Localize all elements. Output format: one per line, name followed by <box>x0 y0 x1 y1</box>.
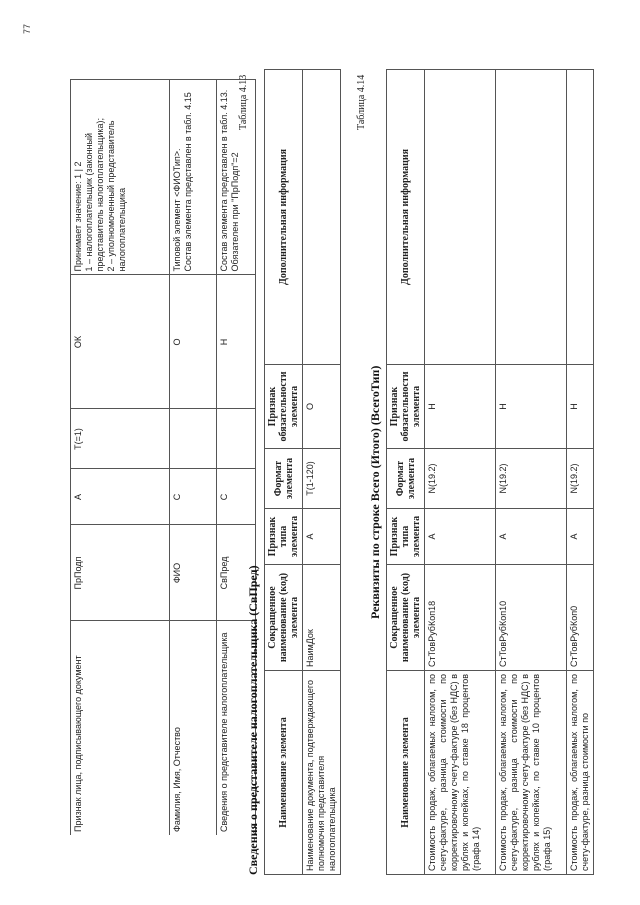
cell-type: А <box>567 509 594 565</box>
header-code: Сокращенное наименование (код) элемента <box>265 565 303 671</box>
cell-info <box>425 70 496 365</box>
cell-format: N(19.2) <box>567 449 594 509</box>
cell-format: N(19.2) <box>425 449 496 509</box>
cell-required: О <box>303 365 341 449</box>
cell-name: Наименование документа, подтверждающего полномочия представителя налогоплательщика <box>303 671 341 875</box>
table-4-14-label: Таблица 4.14 <box>356 74 367 130</box>
cell-info <box>567 70 594 365</box>
cell-format: Т(=1) <box>71 409 170 469</box>
cell-name: Признак лица, подписывающего документ <box>71 621 170 835</box>
cell-name: Стоимость продаж, облагаемых налогом, по счету-фактуре, разница стоимости по корректировочному счету-фактуре (без НДС) в рублях и копейках, по ставке 18 процентов (графа 14) <box>425 671 496 875</box>
header-name: Наименование элемента <box>387 671 425 875</box>
table-row <box>567 70 594 875</box>
cell-format: N(19.2) <box>496 449 567 509</box>
cell-info: Принимает значение: 1 | 2 1 – налогоплательщик (законный представитель налогоплательщика); 2 – уполномоченный представитель налогоплательщика <box>71 80 170 275</box>
cell-info: Типовой элемент <ФИОТип>. Состав элемента представлен в табл. 4.15 <box>170 80 217 275</box>
cell-code: ФИО <box>170 525 217 621</box>
cell-code: СтТовРубКоп0 <box>567 565 594 671</box>
cell-required: Н <box>425 365 496 449</box>
page-number: 77 <box>22 24 32 35</box>
cell-format: Т(1-120) <box>303 449 341 509</box>
cell-type: А <box>496 509 567 565</box>
cell-code: СтТовРубКоп10 <box>496 565 567 671</box>
header-required: Признак обязательности элемента <box>265 365 303 449</box>
cell-info <box>496 70 567 365</box>
cell-code: СвПред <box>217 525 256 621</box>
header-required: Признак обязательности элемента <box>387 365 425 449</box>
header-code: Сокращенное наименование (код) элемента <box>387 565 425 671</box>
cell-code: СтТовРубКоп18 <box>425 565 496 671</box>
header-format: Формат элемента <box>265 449 303 509</box>
cell-code: ПрПодп <box>71 525 170 621</box>
cell-code: НаимДок <box>303 565 341 671</box>
table-row <box>496 70 567 875</box>
header-type: Признак типа элемента <box>265 509 303 565</box>
header-info: Дополнительная информация <box>265 70 303 365</box>
cell-format <box>170 409 217 469</box>
cell-type: С <box>217 469 256 525</box>
cell-name: Фамилия, Имя, Отчество <box>170 621 217 835</box>
table-row <box>425 70 496 875</box>
table-4-13-label: Таблица 4.13 <box>238 74 249 130</box>
cell-type: А <box>425 509 496 565</box>
table-4-14-header-row <box>387 70 425 875</box>
cell-type: А <box>303 509 341 565</box>
header-info: Дополнительная информация <box>387 70 425 365</box>
header-name: Наименование элемента <box>265 671 303 875</box>
table-4-14 <box>386 69 594 875</box>
table-row <box>71 80 170 835</box>
cell-info: Состав элемента представлен в табл. 4.13. Обязателен при "ПрПодп"=2 <box>217 80 256 275</box>
cell-required: Н <box>567 365 594 449</box>
table-4-13-body <box>303 70 341 875</box>
cell-name: Стоимость продаж, облагаемых налогом, по счету-фактуре, разница стоимости по <box>567 671 594 875</box>
cell-required: Н <box>496 365 567 449</box>
cell-type: А <box>71 469 170 525</box>
cell-name: Стоимость продаж, облагаемых налогом, по счету-фактуре, разница стоимости по корректировочному счету-фактуре (без НДС) в рублях и копейках, по ставке 10 процентов (графа 15) <box>496 671 567 875</box>
table-row <box>303 70 341 875</box>
header-type: Признак типа элемента <box>387 509 425 565</box>
table-4-14-caption: Реквизиты по строке Всего (Итого) (ВсегоТип) <box>368 365 382 619</box>
cell-name: Сведения о представителе налогоплательщика <box>217 621 256 835</box>
table-4-13-header-row <box>265 70 303 875</box>
cell-required: Н <box>217 275 256 409</box>
table-4-13 <box>264 69 341 875</box>
cell-required: О <box>170 275 217 409</box>
cell-required: ОК <box>71 275 170 409</box>
cell-format <box>217 409 256 469</box>
cell-type: С <box>170 469 217 525</box>
cell-info <box>303 70 341 365</box>
header-format: Формат элемента <box>387 449 425 509</box>
table-4-13-caption: Сведения о представителе налогоплательщика (СвПред) <box>246 565 260 875</box>
table-4-14-body <box>425 70 594 875</box>
table-row <box>170 80 217 835</box>
previous-table-continuation <box>70 80 256 836</box>
previous-table-body <box>71 80 256 835</box>
